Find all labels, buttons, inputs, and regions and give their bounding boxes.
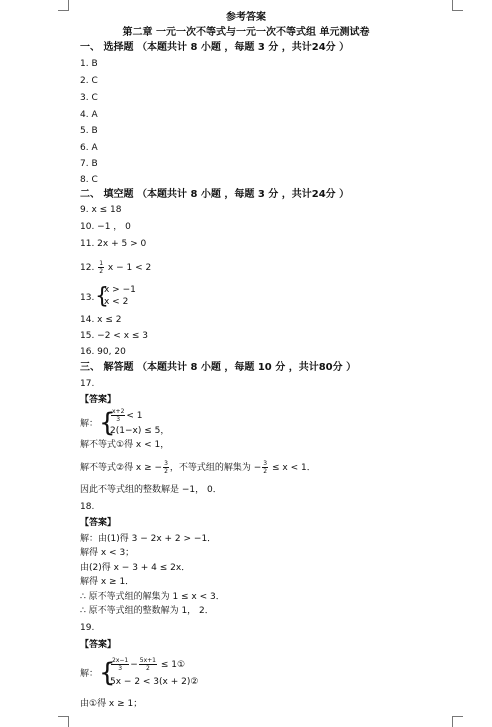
left-brace: {: [99, 408, 116, 438]
q19-answer-label: 【答案】: [80, 640, 117, 650]
answer-5: 5. B: [80, 126, 98, 136]
page-title: 参考答案: [226, 12, 266, 23]
q19-jie: 解：: [80, 669, 99, 679]
q17-answer-label: 【答案】: [80, 395, 117, 405]
left-brace: {: [99, 658, 116, 688]
section3-heading: 三、 解答题 （本题共计 8 小题 ，每题 10 分 ，共计80分 ）: [80, 362, 357, 373]
fraction-denominator: 2: [145, 665, 150, 672]
q17-number: 17.: [80, 379, 95, 389]
answer-16: 16. 90, 20: [80, 347, 126, 357]
fraction-denominator: 2: [263, 468, 268, 475]
q19-last-line: 由①得 x ≥ 1；: [80, 699, 143, 709]
fraction-denominator: 3: [118, 665, 123, 672]
q17-fraction-b: [262, 460, 268, 475]
answer-4: 4. A: [80, 110, 98, 120]
answer-13-row1: x > −1: [104, 285, 136, 295]
q17-row2: [110, 426, 169, 437]
answer-1: 1. B: [80, 59, 98, 69]
answer-3: 3. C: [80, 93, 98, 103]
crop-mark-bottom-left: [58, 716, 69, 727]
left-brace: {: [95, 284, 109, 309]
minus-sign: −: [130, 660, 138, 670]
answer-14: 14. x ≤ 2: [80, 315, 122, 325]
fraction-denominator: 2: [164, 468, 168, 475]
answer-8: 8. C: [80, 175, 98, 185]
section1-heading: 一、 选择题 （本题共计 8 小题 ，每题 3 分 ，共计24分 ）: [80, 42, 350, 53]
q17-line2-part-a: 解不等式②得 x ≥ −: [80, 463, 163, 473]
q18-line: 解得 x ≥ 1．: [80, 577, 135, 587]
q17-row1-rest: < 1: [126, 411, 143, 421]
fraction-numerator: 1: [99, 260, 104, 267]
q18-line: ∴ 原不等式组的解集为 1 ≤ x < 3．: [80, 592, 225, 602]
answer-12: [80, 260, 151, 275]
answer-13-number: 13.: [80, 293, 95, 303]
answer-11: 11. 2x + 5 > 0: [80, 239, 147, 249]
fraction-numerator: 3: [164, 460, 168, 467]
q17-line2: [80, 460, 316, 475]
answer-10: 10. −1 ， 0: [80, 222, 131, 232]
q18-line: 由(2)得 x − 3 + 4 ≤ 2x．: [80, 563, 191, 573]
q19-fraction-1: [111, 657, 129, 672]
section2-heading: 二、 填空题 （本题共计 8 小题 ，每题 3 分 ，共计24分 ）: [80, 189, 350, 200]
q18-answer-label: 【答案】: [80, 518, 117, 528]
page-subtitle: 第二章 一元一次不等式与一元一次不等式组 单元测试卷: [122, 27, 370, 38]
q17-row2-text: 2(1−x) ≤ 5: [110, 426, 161, 436]
crop-mark-top-left: [58, 0, 69, 11]
q17-line2-part-b: ，不等式组的解集为 −: [169, 463, 262, 473]
q19-number: 19.: [80, 623, 95, 633]
q17-fraction-a: [163, 460, 169, 475]
answer-7: 7. B: [80, 159, 98, 169]
q17-line3: 因此不等式组的整数解是 −1， 0．: [80, 485, 222, 495]
q17-row2-tail: ，: [160, 426, 170, 436]
q19-row2: 5x − 2 < 3(x + 2)②: [110, 677, 199, 687]
fraction-numerator: 5x+1: [139, 657, 156, 664]
q18-line: ∴ 原不等式组的整数解为 1， 2．: [80, 606, 214, 616]
q17-line1: 解不等式①得 x < 1，: [80, 440, 170, 450]
crop-mark-bottom-right: [452, 716, 463, 727]
answer-15: 15. −2 < x ≤ 3: [80, 331, 149, 341]
q18-line: 解：由(1)得 3 − 2x + 2 > −1．: [80, 534, 217, 544]
answer-13-row2: x < 2: [104, 297, 129, 307]
answer-9: 9. x ≤ 18: [80, 205, 122, 215]
q18-line: 解得 x < 3；: [80, 548, 135, 558]
fraction-denominator: 3: [116, 416, 121, 423]
answer-12-fraction: [98, 260, 104, 275]
q17-row1: [110, 408, 143, 423]
q19-row1-rest: ≤ 1①: [160, 660, 186, 670]
answer-2: 2. C: [80, 76, 98, 86]
answer-6: 6. A: [80, 143, 98, 153]
answer-12-rest: x − 1 < 2: [107, 263, 152, 273]
q18-number: 18.: [80, 502, 95, 512]
q17-row1-fraction: [111, 408, 125, 423]
fraction-numerator: 3: [263, 460, 268, 467]
q19-fraction-2: [139, 657, 157, 672]
fraction-denominator: 2: [99, 268, 104, 275]
q19-row1: [110, 657, 185, 672]
q17-line2-part-c: ≤ x < 1．: [269, 463, 316, 473]
crop-mark-top-right: [452, 0, 463, 11]
fraction-numerator: x+2: [112, 408, 125, 415]
fraction-numerator: 2x−1: [112, 657, 129, 664]
q17-jie: 解：: [80, 419, 99, 429]
answer-12-number: 12.: [80, 263, 95, 273]
